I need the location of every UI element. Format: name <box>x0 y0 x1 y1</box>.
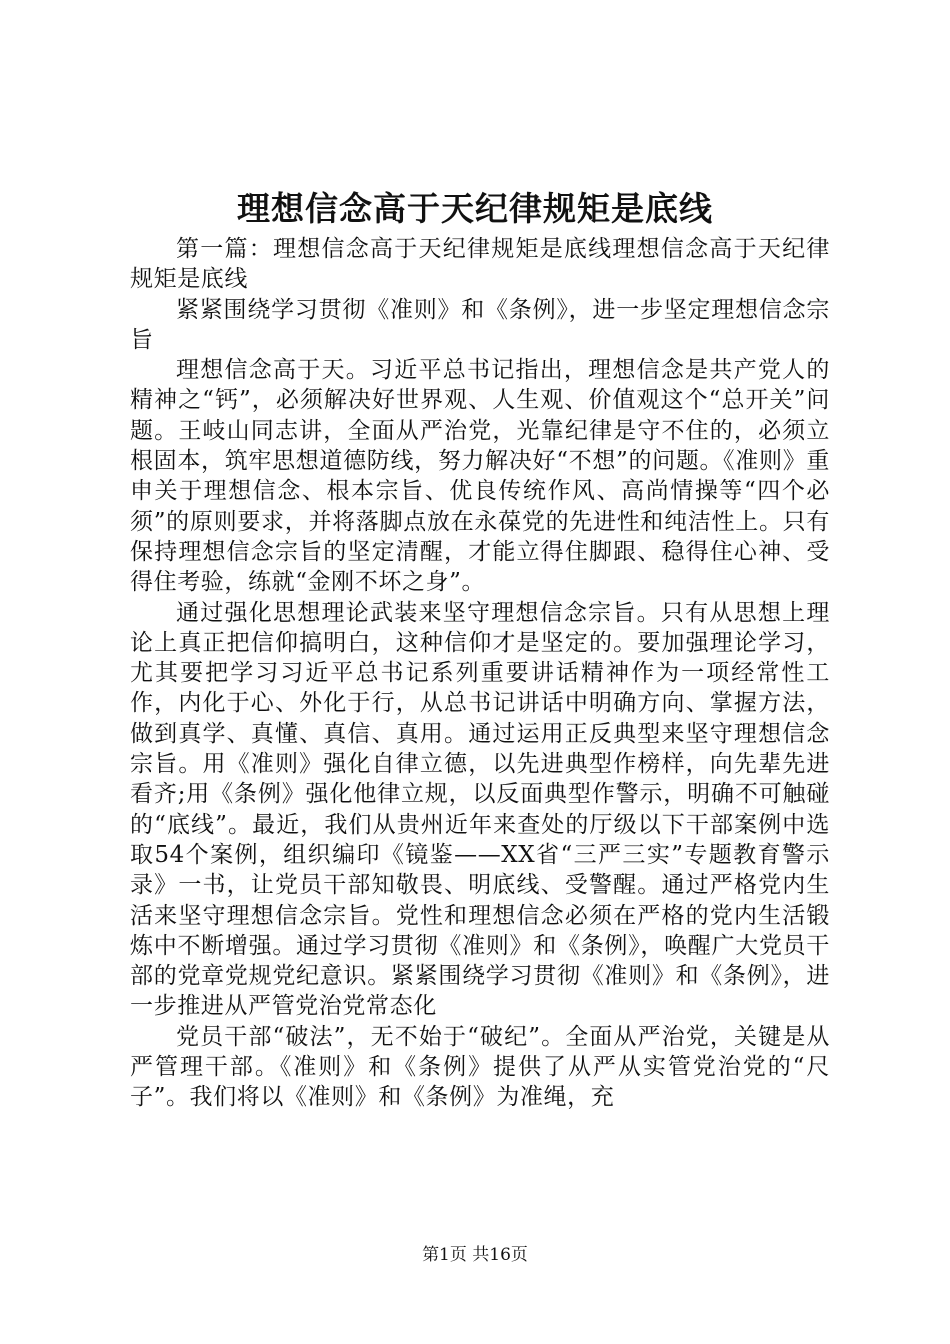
page-number-footer: 第1页 共16页 <box>422 1245 528 1265</box>
paragraph-2: 紧紧围绕学习贯彻《准则》和《条例》，进一步坚定理想信念宗旨 <box>130 296 830 353</box>
document-body <box>130 234 830 1113</box>
paragraph-3: 理想信念高于天。习近平总书记指出，理想信念是共产党人的精神之“钙”，必须解决好世界观、人生观、价值观这个“总开关”问题。王岐山同志讲，全面从严治党，光靠纪律是守不住的，必须立根固本，筑牢思想道德防线，努力解决好“不想”的问题。《准则》重申关于理想信念、根本宗旨、优良传统作风、高尚情操等“四个必须”的原则要求，并将落脚点放在永葆党的先进性和纯洁性上。只有保持理想信念宗旨的坚定清醒，才能立得住脚跟、稳得住心神、受得住考验，练就“金刚不坏之身”。 <box>130 357 830 596</box>
paragraph-5: 党员干部“破法”，无不始于“破纪”。全面从严治党，关键是从严管理干部。《准则》和《条例》提供了从严从实管党治党的“尺子”。我们将以《准则》和《条例》为准绳，充 <box>130 1023 830 1111</box>
document-title: 理想信念高于天纪律规矩是底线 <box>237 189 713 228</box>
paragraph-1: 第一篇：理想信念高于天纪律规矩是底线理想信念高于天纪律规矩是底线 <box>130 236 830 293</box>
paragraph-4: 通过强化思想理论武装来坚守理想信念宗旨。只有从思想上理论上真正把信仰搞明白，这种信仰才是坚定的。要加强理论学习，尤其要把学习习近平总书记系列重要讲话精神作为一项经常性工作，内化于心、外化于行，从总书记讲话中明确方向、掌握方法，做到真学、真懂、真信、真用。通过运用正反典型来坚守理想信念宗旨。用《准则》强化自律立德，以先进典型作榜样，向先辈先进看齐;用《条例》强化他律立规，以反面典型作警示，明确不可触碰的“底线”。最近，我们从贵州近年来查处的厅级以下干部案例中选取54个案例，组织编印《镜鉴——XX省“三严三实”专题教育警示录》一书，让党员干部知敬畏、明底线、受警醒。通过严格党内生活来坚守理想信念宗旨。党性和理想信念必须在严格的党内生活锻炼中不断增强。通过学习贯彻《准则》和《条例》，唤醒广大党员干部的党章党规党纪意识。紧紧围绕学习贯彻《准则》和《条例》，进一步推进从严管党治党常态化 <box>130 599 830 1020</box>
